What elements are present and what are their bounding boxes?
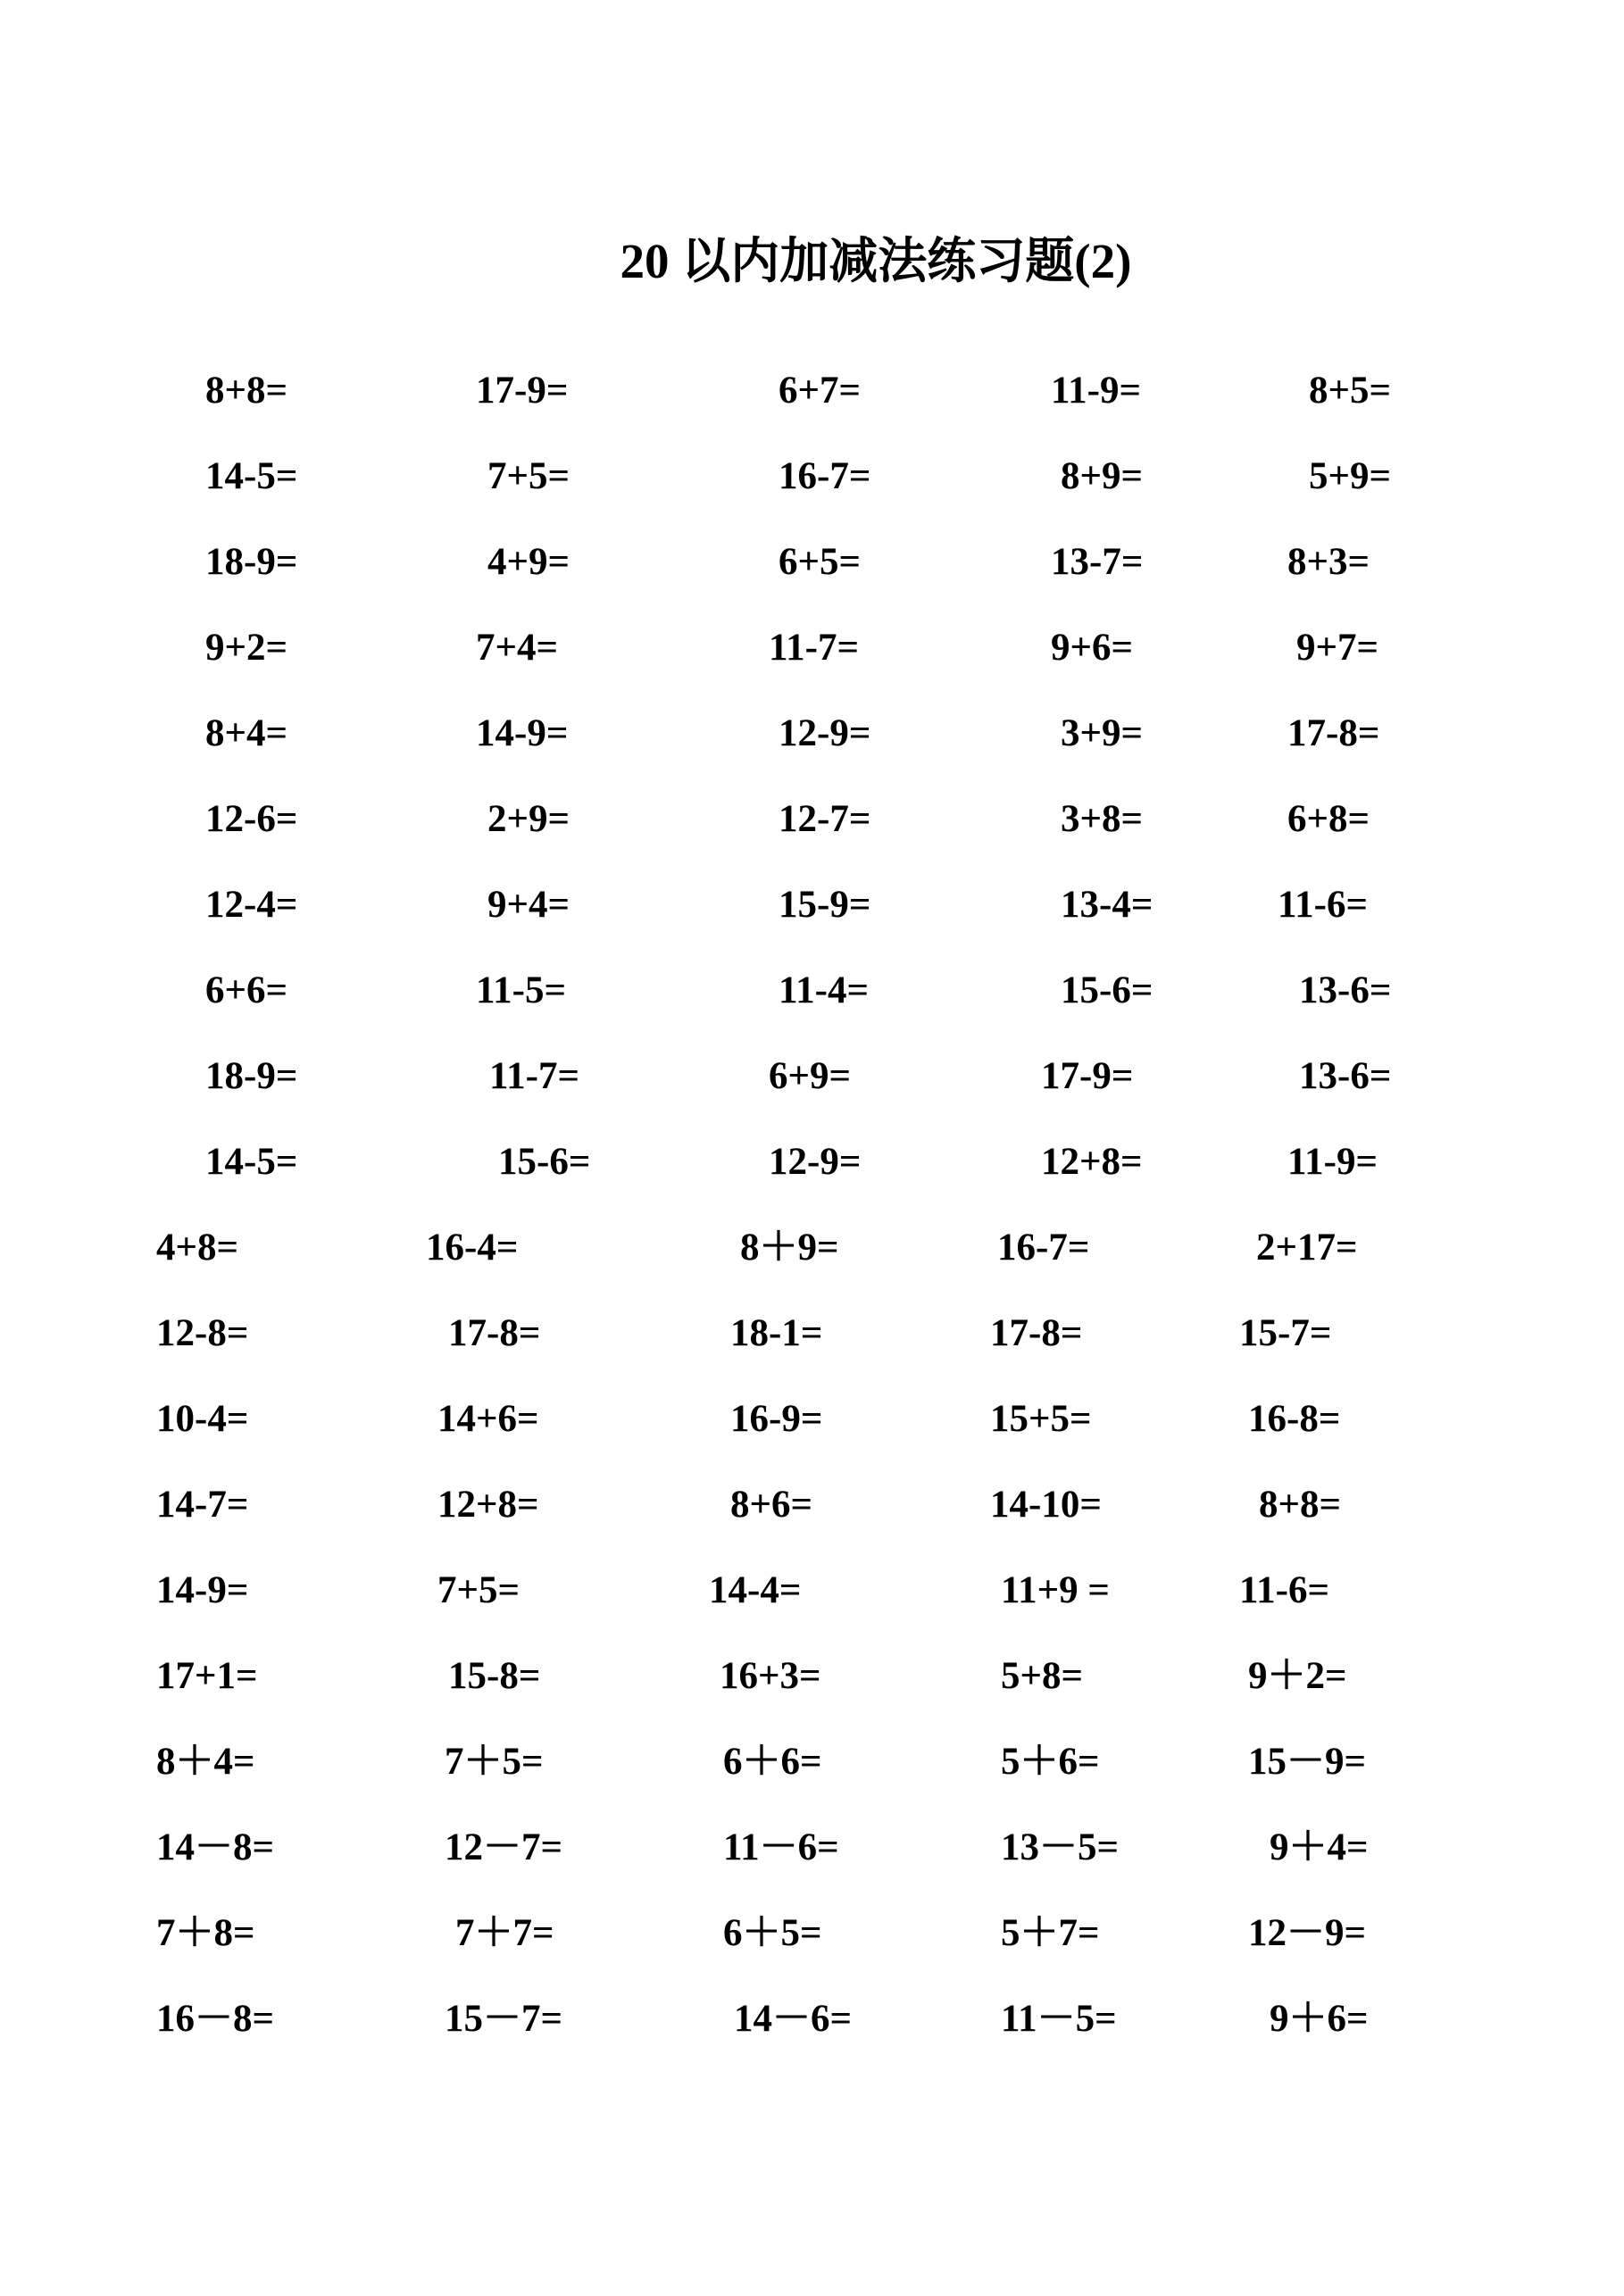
- problem-item: 8+9=: [1061, 455, 1144, 497]
- problem-item: 5＋7=: [1001, 1912, 1100, 1954]
- problem-row: [0, 1645, 1624, 1708]
- problem-item: 14-9=: [476, 712, 569, 754]
- problem-row: [0, 445, 1624, 508]
- problem-item: 7＋7=: [455, 1912, 554, 1954]
- problem-item: 11-7=: [489, 1055, 579, 1097]
- problem-item: 7＋5=: [445, 1741, 544, 1783]
- problem-item: 17-8=: [448, 1312, 541, 1354]
- problem-item: 14-7=: [156, 1484, 249, 1526]
- problem-item: 6+8=: [1287, 798, 1370, 840]
- problem-item: 12－7=: [445, 1826, 563, 1868]
- problem-row: [0, 360, 1624, 422]
- problem-item: 18-1=: [730, 1312, 823, 1354]
- problem-row: [0, 874, 1624, 936]
- problem-item: 17+1=: [156, 1655, 258, 1697]
- problem-item: 7＋8=: [156, 1912, 255, 1954]
- problem-row: [0, 788, 1624, 851]
- problem-item: 9＋6=: [1270, 1998, 1369, 2040]
- problem-item: 18-9=: [205, 541, 298, 583]
- problem-row: [0, 1302, 1624, 1365]
- problem-item: 6＋5=: [723, 1912, 822, 1954]
- problem-item: 3+9=: [1061, 712, 1144, 754]
- problem-row: [0, 1988, 1624, 2051]
- problem-item: 6+6=: [205, 969, 288, 1011]
- problem-item: 14-5=: [205, 1141, 298, 1183]
- problem-item: 8+6=: [730, 1484, 813, 1526]
- problem-item: 11-6=: [1239, 1569, 1329, 1611]
- problem-row: [0, 1902, 1624, 1965]
- problem-item: 9+2=: [205, 627, 288, 669]
- problem-item: 10-4=: [156, 1398, 249, 1440]
- problem-item: 18-9=: [205, 1055, 298, 1097]
- problem-item: 14-9=: [156, 1569, 249, 1611]
- problem-item: 12-6=: [205, 798, 298, 840]
- problem-item: 4+8=: [156, 1227, 239, 1269]
- problem-item: 8+3=: [1287, 541, 1370, 583]
- problem-item: 8+4=: [205, 712, 288, 754]
- problem-item: 15-9=: [779, 884, 871, 926]
- problem-item: 12－9=: [1248, 1912, 1367, 1954]
- problem-item: 17-9=: [1041, 1055, 1134, 1097]
- problem-item: 11-4=: [779, 969, 869, 1011]
- problem-item: 5+8=: [1001, 1655, 1084, 1697]
- problem-item: 6+7=: [779, 370, 862, 412]
- problem-row: [0, 1217, 1624, 1279]
- problem-item: 12+8=: [1041, 1141, 1143, 1183]
- problem-item: 11-7=: [769, 627, 859, 669]
- problem-item: 11-5=: [476, 969, 566, 1011]
- problem-item: 17-8=: [990, 1312, 1083, 1354]
- problem-item: 15－7=: [445, 1998, 563, 2040]
- problem-item: 16-9=: [730, 1398, 823, 1440]
- problem-item: 16-8=: [1248, 1398, 1341, 1440]
- problem-item: 11-9=: [1287, 1141, 1378, 1183]
- problem-item: 12-8=: [156, 1312, 249, 1354]
- problem-item: 13-6=: [1299, 969, 1392, 1011]
- problem-item: 14-5=: [205, 455, 298, 497]
- problem-item: 12-9=: [779, 712, 871, 754]
- problem-item: 6+5=: [779, 541, 862, 583]
- problem-item: 13-7=: [1051, 541, 1144, 583]
- problem-row: [0, 1388, 1624, 1451]
- problem-row: [0, 1045, 1624, 1108]
- problem-item: 16-4=: [426, 1227, 519, 1269]
- problem-item: 9＋4=: [1270, 1826, 1369, 1868]
- problem-item: 8+8=: [205, 370, 288, 412]
- problem-item: 14+6=: [437, 1398, 539, 1440]
- problem-item: 8＋9=: [740, 1227, 839, 1269]
- problem-item: 16-7=: [779, 455, 871, 497]
- problem-item: 15-7=: [1239, 1312, 1332, 1354]
- problem-row: [0, 960, 1624, 1022]
- problem-item: 9+4=: [487, 884, 570, 926]
- problem-item: 14-4=: [709, 1569, 802, 1611]
- problem-item: 3+8=: [1061, 798, 1144, 840]
- problem-item: 11－5=: [1001, 1998, 1117, 2040]
- problem-item: 14－6=: [734, 1998, 853, 2040]
- problem-item: 13-6=: [1299, 1055, 1392, 1097]
- problem-item: 15+5=: [990, 1398, 1092, 1440]
- problem-row: [0, 617, 1624, 679]
- problem-row: [0, 703, 1624, 765]
- problem-item: 2+17=: [1256, 1227, 1358, 1269]
- problem-item: 5+9=: [1309, 455, 1392, 497]
- problem-item: 11-6=: [1278, 884, 1368, 926]
- problem-item: 8+5=: [1309, 370, 1392, 412]
- problem-item: 6+9=: [769, 1055, 852, 1097]
- problem-item: 6＋6=: [723, 1741, 822, 1783]
- problem-item: 12-4=: [205, 884, 298, 926]
- problem-item: 4+9=: [487, 541, 570, 583]
- problem-item: 15-8=: [448, 1655, 541, 1697]
- problem-item: 11-9=: [1051, 370, 1141, 412]
- problem-row: [0, 531, 1624, 594]
- problem-item: 8+8=: [1259, 1484, 1342, 1526]
- problem-item: 11+9 =: [1001, 1569, 1110, 1611]
- problem-item: 16－8=: [156, 1998, 275, 2040]
- problem-item: 14-10=: [990, 1484, 1102, 1526]
- problem-row: [0, 1131, 1624, 1194]
- problem-item: 5＋6=: [1001, 1741, 1100, 1783]
- problem-row: [0, 1817, 1624, 1879]
- problem-item: 7+5=: [487, 455, 570, 497]
- problem-item: 11－6=: [723, 1826, 839, 1868]
- problem-item: 8＋4=: [156, 1741, 255, 1783]
- worksheet-title: 20 以内加减法练习题(2): [620, 234, 1132, 288]
- problem-item: 15-6=: [1061, 969, 1153, 1011]
- problem-item: 12-7=: [779, 798, 871, 840]
- problem-item: 15－9=: [1248, 1741, 1367, 1783]
- problem-item: 7+5=: [437, 1569, 521, 1611]
- problem-item: 7+4=: [476, 627, 559, 669]
- problem-row: [0, 1560, 1624, 1622]
- problem-item: 9+7=: [1296, 627, 1379, 669]
- problem-item: 15-6=: [498, 1141, 591, 1183]
- problem-item: 12-9=: [769, 1141, 862, 1183]
- problem-item: 2+9=: [487, 798, 570, 840]
- problem-item: 16-7=: [997, 1227, 1090, 1269]
- problem-row: [0, 1731, 1624, 1793]
- problem-item: 9＋2=: [1248, 1655, 1347, 1697]
- problem-item: 17-8=: [1287, 712, 1380, 754]
- problem-row: [0, 1474, 1624, 1536]
- problem-item: 9+6=: [1051, 627, 1134, 669]
- problem-item: 13-4=: [1061, 884, 1153, 926]
- problem-item: 12+8=: [437, 1484, 539, 1526]
- problem-item: 13－5=: [1001, 1826, 1120, 1868]
- problem-item: 14－8=: [156, 1826, 275, 1868]
- problem-item: 16+3=: [720, 1655, 821, 1697]
- problem-item: 17-9=: [476, 370, 569, 412]
